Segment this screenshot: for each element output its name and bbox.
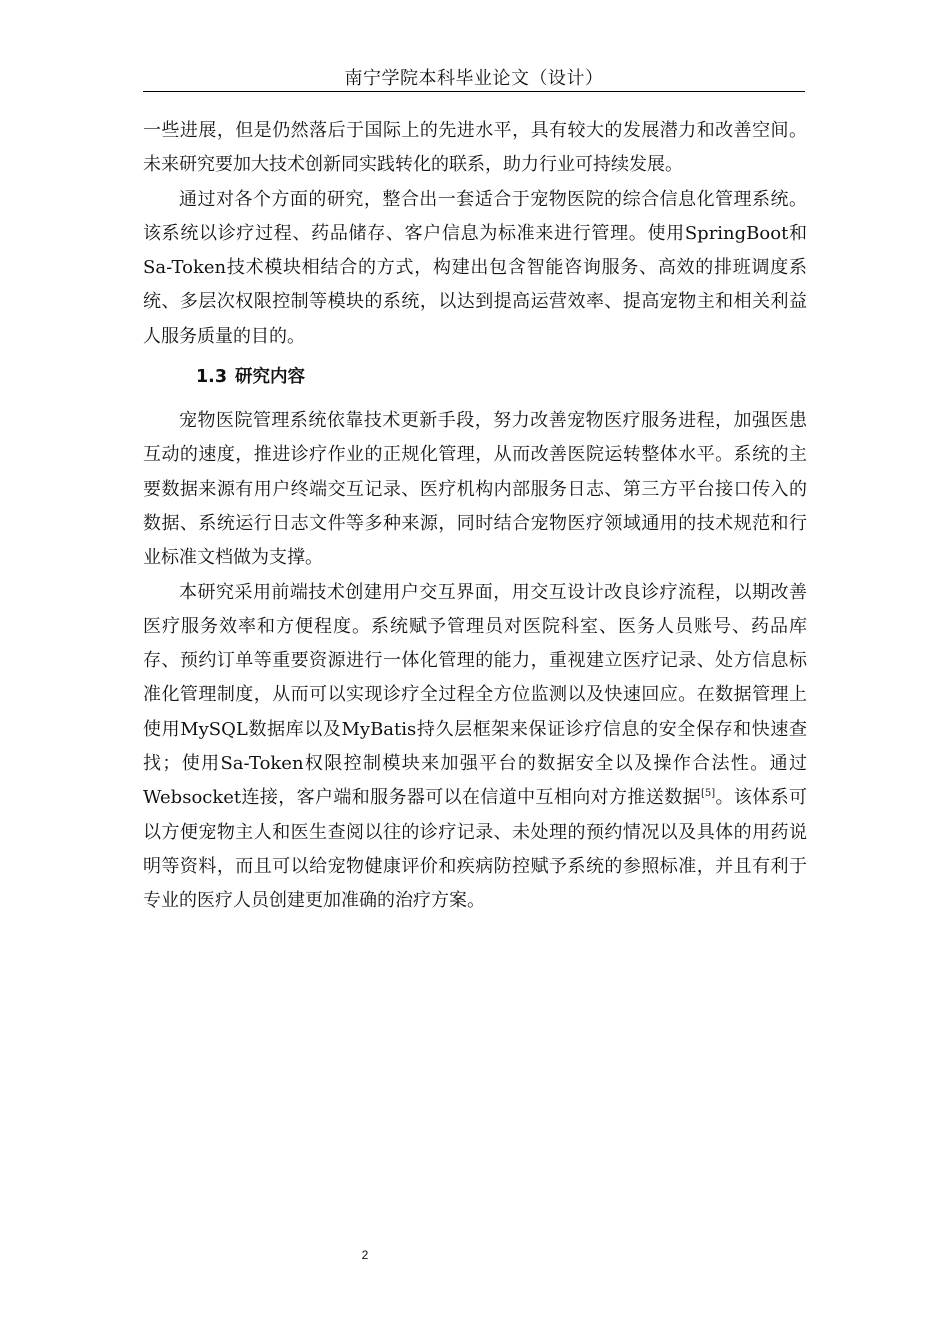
section-heading (196, 360, 807, 394)
citation-reference: [5] (700, 788, 716, 800)
page-number: 2 (361, 1248, 369, 1262)
paragraph-text-part1: 本研究采用前端技术创建用户交互界面，用交互设计改良诊疗流程，以期改善医疗服务效率和方便程度。系统赋予管理员对医院科室、医务人员账号、药品库存、预约订单等重要资源进行一体化管理的能力，重视建立医疗记录、处方信息标准化管理制度，从而可以实现诊疗全过程全方位监测以及快速回应。在数据管理上使用MySQL数据库以及MyBatis持久层框架来保证诊疗信息的安全保存和快速查找；使用Sa-Token权限控制模块来加强平台的数据安全以及操作合法性。通过Websocket连接，客户端和服务器可以在信道中互相向对方推送数据 (143, 581, 807, 809)
paragraph-system-overview: 通过对各个方面的研究，整合出一套适合于宠物医院的综合信息化管理系统。该系统以诊疗过程、药品储存、客户信息为标准来进行管理。使用SpringBoot和Sa-Token技术模块相结合的方式，构建出包含智能咨询服务、高效的排班调度系统、多层次权限控制等模块的系统，以达到提高运营效率、提高宠物主和相关利益人服务质量的目的。 (143, 188, 807, 347)
paragraph-text-part2: 。该体系可以方便宠物主人和医生查阅以往的诊疗记录、未处理的预约情况以及具体的用药说明等资料，而且可以给宠物健康评价和疾病防控赋予系统的参照标准，并且有利于专业的医疗人员创建更加准确的治疗方案。 (143, 787, 808, 912)
paragraph-technical-approach (143, 576, 807, 919)
paragraph-continued: 一些进展，但是仍然落后于国际上的先进水平，具有较大的发展潜力和改善空间。未来研究要加大技术创新同实践转化的联系，助力行业可持续发展。 (143, 120, 807, 176)
section-number: 1.3 (196, 367, 228, 388)
paragraph-research-content: 宠物医院管理系统依靠技术更新手段，努力改善宠物医疗服务进程，加强医患互动的速度，推进诊疗作业的正规化管理，从而改善医院运转整体水平。系统的主要数据来源有用户终端交互记录、医疗机构内部服务日志、第三方平台接口传入的数据、系统运行日志文件等多种来源，同时结合宠物医疗领域通用的技术规范和行业标准文档做为支撑。 (143, 410, 807, 569)
running-header: 南宁学院本科毕业论文（设计） (344, 68, 604, 89)
page-body (143, 114, 807, 919)
section-title: 研究内容 (235, 367, 306, 388)
header-divider (143, 91, 805, 92)
